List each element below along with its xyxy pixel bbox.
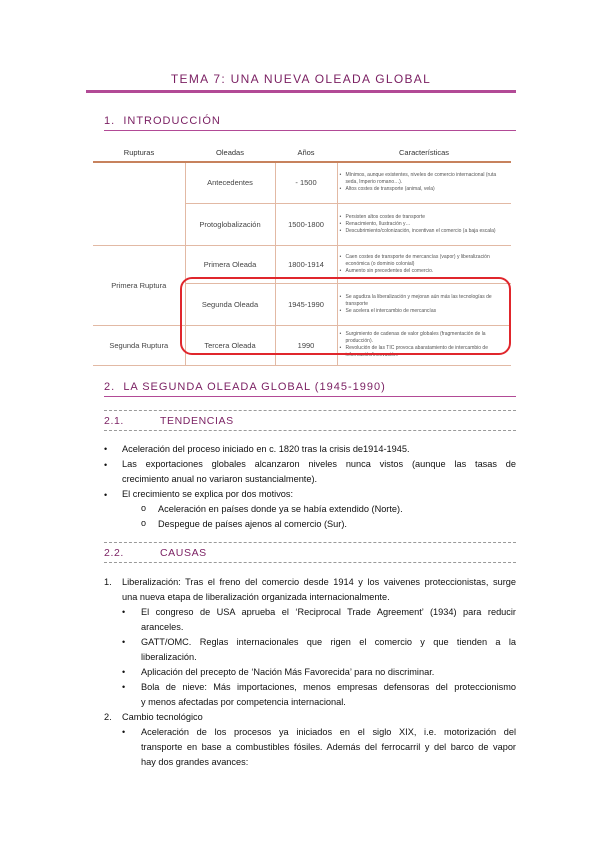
- bullet-icon: •: [122, 607, 126, 617]
- anos-cell: 1990: [275, 325, 337, 365]
- col-header-oleadas: Oleadas: [185, 144, 275, 162]
- caracteristica-item: • Caen costes de transporte de mercancías (vapor) y liberalización económica (o dominio colonial): [346, 254, 508, 268]
- liberalizacion-2-line-1: GATT/OMC. Reglas internacionales que rigen el comercio y que tienden a la: [141, 637, 516, 647]
- liberalizacion-2-line-2: liberalización.: [141, 652, 197, 662]
- caracteristicas-cell: [337, 203, 511, 245]
- section-1-title: INTRODUCCIÓN: [123, 115, 221, 127]
- caracteristica-item: • Revolución de las TIC provoca abaratamiento de intercambio de información/innovación.: [346, 345, 508, 359]
- caracteristica-item: • Mínimos, aunque existentes, niveles de comercio internacional (ruta seda, Imperio romano…).: [346, 172, 508, 186]
- anos-cell: 1500-1800: [275, 203, 337, 245]
- col-header-caracteristicas: Características: [337, 144, 511, 162]
- section-2-rule: [104, 396, 516, 397]
- subbullet-icon: o: [141, 518, 147, 528]
- bullet-icon: •: [104, 444, 108, 454]
- subsection-rule-bottom: [104, 430, 516, 431]
- col-header-anos: Años: [275, 144, 337, 162]
- oleada-cell: Antecedentes: [185, 162, 275, 203]
- liberalizacion-4-line-2: y menos afectadas por competencia internacional.: [141, 697, 346, 707]
- section-2-heading: [104, 381, 386, 393]
- bullet-icon: •: [122, 667, 126, 677]
- tendencia-3: El crecimiento se explica por dos motivos:: [122, 489, 294, 499]
- causa-number: 1.: [104, 577, 112, 587]
- liberalizacion-1-line-2: aranceles.: [141, 622, 184, 632]
- liberalizacion-3: Aplicación del precepto de ‘Nación Más Favorecida’ para no discriminar.: [141, 667, 435, 677]
- bullet-icon: •: [122, 682, 126, 692]
- document-title: TEMA 7: UNA NUEVA OLEADA GLOBAL: [170, 72, 432, 86]
- bullet-icon: •: [104, 490, 108, 500]
- oleada-cell: Primera Oleada: [185, 245, 275, 283]
- tendencia-1: Aceleración del proceso iniciado en c. 1820 tras la crisis de1914-1945.: [122, 444, 410, 454]
- tendencia-2: Las exportaciones globales alcanzaron niveles nunca vistos (aunque las tasas de: [122, 459, 516, 469]
- caracteristica-item: • Se acelera el intercambio de mercancías: [346, 308, 508, 315]
- tecnologia-1-line-2: transporte en base a combustibles fósiles. Además del ferrocarril y del barco de vapor: [141, 742, 516, 752]
- caracteristica-item: • Renacimiento, Ilustración y…: [346, 221, 508, 228]
- col-header-rupturas: Rupturas: [93, 144, 185, 162]
- title-rule: [86, 90, 516, 93]
- table-row: [93, 162, 511, 203]
- section-1-rule: [104, 130, 516, 131]
- caracteristica-item: • Altos costes de transporte (animal, vela): [346, 186, 508, 193]
- section-1-heading: [104, 115, 221, 127]
- subsection-2-1-title: TENDENCIAS: [160, 415, 234, 427]
- subsection-2-2-heading: [104, 547, 207, 559]
- motivo-1: Aceleración en países donde ya se había extendido (Norte).: [158, 504, 403, 514]
- caracteristica-item: • Persisten altos costes de transporte: [346, 214, 508, 221]
- bullet-icon: •: [122, 637, 126, 647]
- caracteristica-item: • Surgimiento de cadenas de valor globales (fragmentación de la producción).: [346, 331, 508, 345]
- subsection-2-2-title: CAUSAS: [160, 547, 207, 559]
- bullet-icon: •: [104, 460, 108, 470]
- oleada-cell: Segunda Oleada: [185, 283, 275, 325]
- anos-cell: 1945-1990: [275, 283, 337, 325]
- section-2-title: LA SEGUNDA OLEADA GLOBAL (1945-1990): [123, 381, 386, 393]
- causa-1-line-1: Liberalización: Tras el freno del comercio desde 1914 y los vaivenes proteccionistas, surge: [122, 577, 516, 587]
- subsection-rule-top: [104, 542, 516, 543]
- section-2-number: 2.: [104, 381, 116, 393]
- ruptura-cell-empty: [93, 162, 185, 245]
- subsection-2-1-number: 2.1.: [104, 415, 124, 427]
- caracteristica-item: • Se agudiza la liberalización y mejoran aún más las tecnologías de transporte: [346, 294, 508, 308]
- subbullet-icon: o: [141, 503, 147, 513]
- tendencia-2-cont: crecimiento anual no variaron sustancialmente).: [122, 474, 318, 484]
- caracteristicas-cell: [337, 162, 511, 203]
- causa-1-line-2: una nueva etapa de liberalización organizada internacionalmente.: [122, 592, 390, 602]
- tecnologia-1-line-3: hay dos grandes avances:: [141, 757, 249, 767]
- motivo-2: Despegue de países ajenos al comercio (Sur).: [158, 519, 347, 529]
- tecnologia-1-line-1: Aceleración de los procesos ya iniciados en el siglo XIX, i.e. motorización del: [141, 727, 516, 737]
- causa-number: 2.: [104, 712, 112, 722]
- subsection-2-2-number: 2.2.: [104, 547, 124, 559]
- anos-cell: 1800-1914: [275, 245, 337, 283]
- anos-cell: - 1500: [275, 162, 337, 203]
- ruptura-cell-primera: Primera Ruptura: [93, 245, 185, 325]
- subsection-rule-top: [104, 410, 516, 411]
- oleada-cell: Tercera Oleada: [185, 325, 275, 365]
- causa-2: Cambio tecnológico: [122, 712, 203, 722]
- caracteristica-item: • Descubrimiento/colonización, incentivan el comercio (a baja escala): [346, 228, 508, 235]
- oleada-cell: Protoglobalización: [185, 203, 275, 245]
- highlight-box: [180, 277, 511, 355]
- section-1-number: 1.: [104, 115, 116, 127]
- bullet-icon: •: [122, 727, 126, 737]
- subsection-2-1-heading: [104, 415, 234, 427]
- subsection-rule-bottom: [104, 562, 516, 563]
- liberalizacion-4-line-1: Bola de nieve: Más importaciones, menos empresas defensoras del proteccionismo: [141, 682, 516, 692]
- ruptura-cell-segunda: Segunda Ruptura: [93, 325, 185, 365]
- caracteristica-item: • Aumento sin precedentes del comercio.: [346, 268, 508, 275]
- liberalizacion-1-line-1: El congreso de USA aprueba el ‘Reciprocal Trade Agreement’ (1934) para reducir: [141, 607, 516, 617]
